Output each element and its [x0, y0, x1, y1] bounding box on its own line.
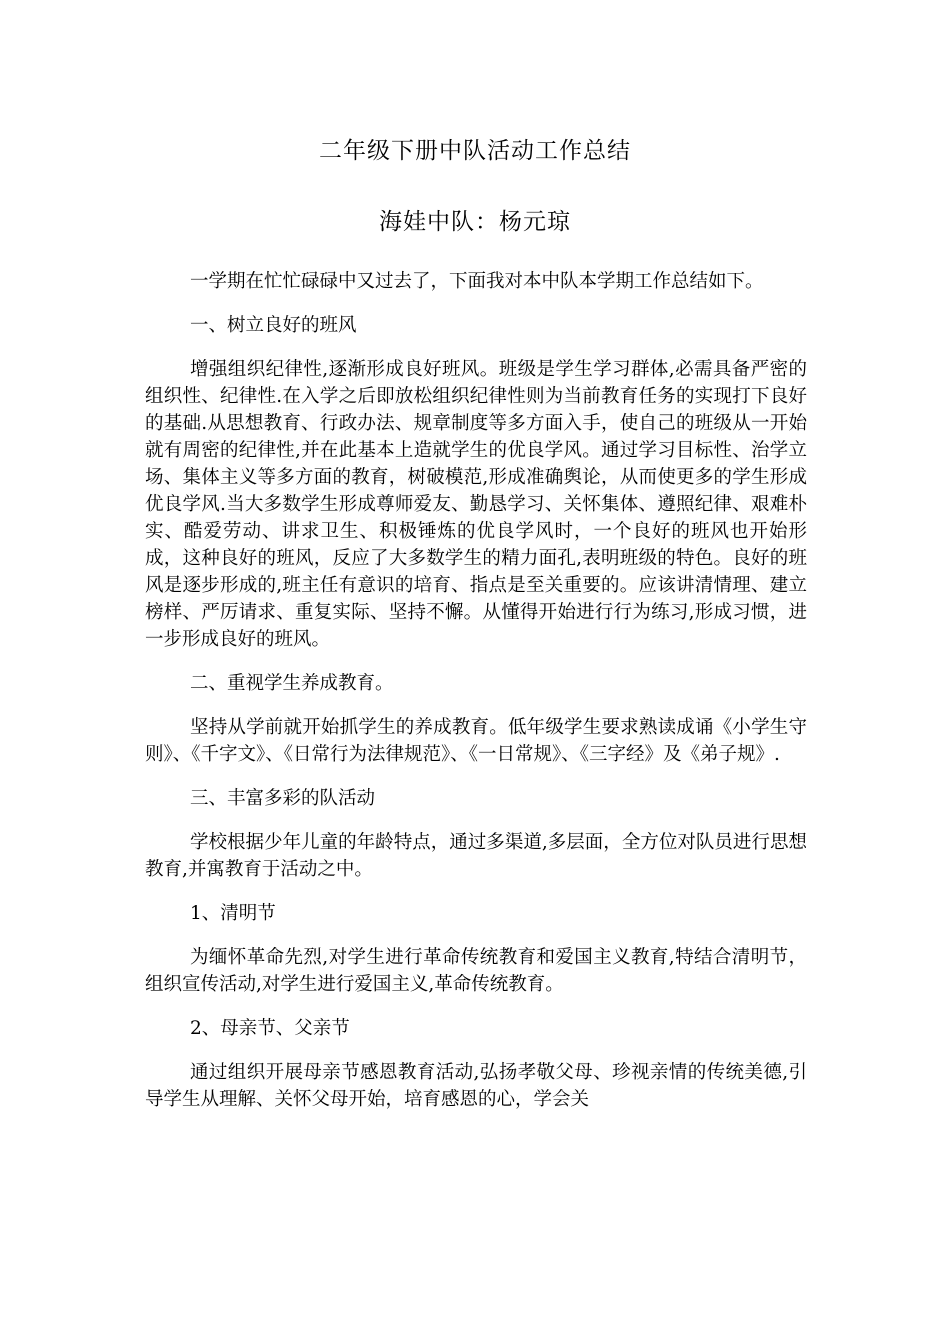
document-title: 二年级下册中队活动工作总结	[319, 138, 631, 164]
paragraph-habit-education: 坚持从学前就开始抓学生的养成教育。低年级学生要求熟读成诵《小学生守则》、《千字文》、《日常行为法律规范》、《一日常规》、《三字经》及《弟子规》.	[145, 717, 807, 765]
document-body	[145, 268, 807, 1113]
paragraph-parents-day: 通过组织开展母亲节感恩教育活动,弘扬孝敬父母、珍视亲情的传统美德,引导学生从理解、关怀父母开始，培育感恩的心，学会关	[145, 1062, 807, 1110]
paragraph-team-activities: 学校根据少年儿童的年龄特点，通过多渠道,多层面，全方位对队员进行思想教育,并寓教育于活动之中。	[145, 832, 807, 880]
paragraph-intro: 一学期在忙忙碌碌中又过去了，下面我对本中队本学期工作总结如下。	[190, 271, 764, 292]
subsection-heading-parents-day: 2、母亲节、父亲节	[190, 1018, 350, 1039]
document-author: 海娃中队：杨元琼	[379, 209, 571, 235]
section-heading-1: 一、树立良好的班风	[190, 315, 357, 336]
paragraph-class-spirit: 增强组织纪律性,逐渐形成良好班风。班级是学生学习群体,必需具备严密的组织性、纪律性.在入学之后即放松组织纪律性则为当前教育任务的实现打下良好的基础.从思想教育、行政办法、规章制度等多方面入手，使自己的班级从一开始就有周密的纪律性,并在此基本上造就学生的优良学风。通过学习目标性、治学立场、集体主义等多方面的教育，树破模范,形成准确舆论，从而使更多的学生形成优良学风.当大多数学生形成尊师爱友、勤恳学习、关怀集体、遵照纪律、艰难朴实、酷爱劳动、讲求卫生、积极锤炼的优良学风时，一个良好的班风也开始形成，这种良好的班风，反应了大多数学生的精力面孔,表明班级的特色。良好的班风是逐步形成的,班主任有意识的培育、指点是至关重要的。应该讲清情理、建立榜样、严厉请求、重复实际、坚持不懈。从懂得开始进行行为练习,形成习惯，进一步形成良好的班风。	[145, 359, 807, 650]
paragraph-qingming: 为缅怀革命先烈,对学生进行革命传统教育和爱国主义教育,特结合清明节，组织宣传活动,对学生进行爱国主义,革命传统教育。	[145, 947, 807, 995]
section-heading-3: 三、丰富多彩的队活动	[190, 788, 376, 809]
subsection-heading-qingming: 1、清明节	[190, 903, 276, 924]
section-heading-2: 二、重视学生养成教育。	[190, 673, 394, 694]
